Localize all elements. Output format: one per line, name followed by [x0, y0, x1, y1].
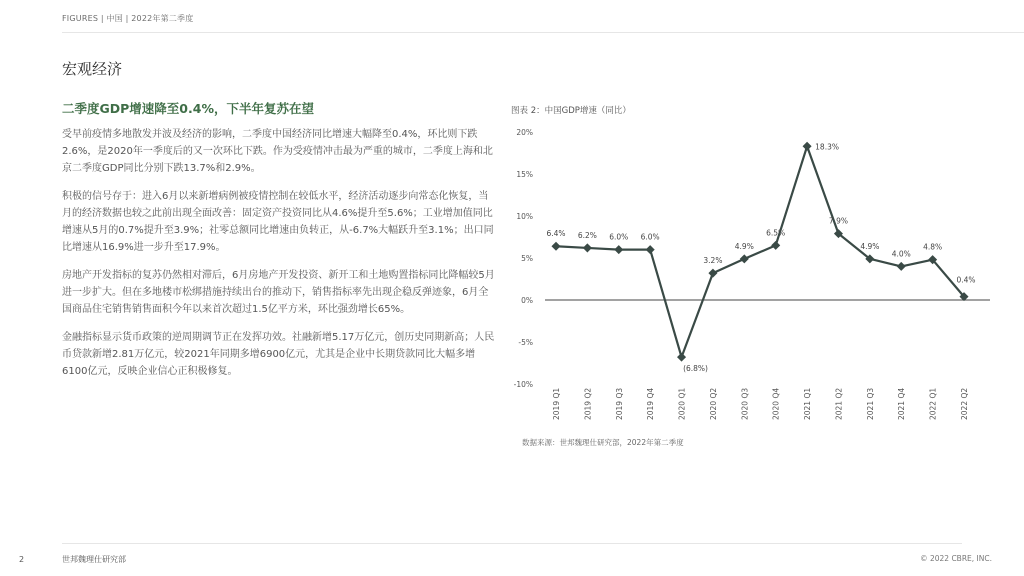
data-label: 4.9%: [734, 241, 754, 251]
data-label: 7.9%: [828, 216, 848, 226]
x-tick-label: 2019 Q4: [646, 387, 656, 420]
x-tick-label: 2020 Q2: [708, 387, 718, 420]
data-label: 6.0%: [640, 232, 660, 242]
x-tick-label: 2020 Q1: [677, 387, 687, 420]
paragraph: 受早前疫情多地散发并波及经济的影响，二季度中国经济同比增速大幅降至0.4%，环比则下跌2.6%，是2020年一季度后的又一次环比下跌。作为受疫情冲击最为严重的城市，二季度上海和北京二季度GDP同比分别下跌13.7%和2.9%。: [62, 129, 493, 174]
y-tick-label: 0%: [521, 296, 533, 305]
data-label: 0.4%: [956, 275, 976, 285]
y-tick-label: -5%: [518, 338, 533, 347]
data-point: [803, 142, 812, 151]
chart-title: 图表 2：中国GDP增速（同比）: [511, 106, 631, 116]
paragraph: 房地产开发指标的复苏仍然相对滞后，6月房地产开发投资、新开工和土地购置指标同比降幅较5月进一步扩大。但在多地楼市松绑措施持续出台的推动下，销售指标率先出现企稳反弹迹象，6月全国商品住宅销售销售面积今年以来首次超过1.5亿平方米，环比强劲增长65%。: [62, 270, 495, 315]
page-number: 2: [19, 555, 25, 564]
data-point: [708, 269, 717, 278]
data-label: 6.4%: [546, 229, 566, 239]
x-tick-label: 2021 Q4: [897, 387, 907, 420]
x-tick-label: 2021 Q1: [803, 387, 813, 420]
x-tick-label: 2019 Q3: [614, 387, 624, 420]
data-point: [740, 254, 749, 263]
sub-title: 二季度GDP增速降至0.4%，下半年复苏在望: [62, 101, 314, 116]
y-tick-label: 15%: [516, 170, 533, 179]
data-label: 18.3%: [815, 142, 839, 152]
chart-source: 数据来源：世邦魏理仕研究部，2022年第二季度: [522, 438, 684, 447]
data-label: (6.8%): [683, 364, 708, 374]
x-tick-label: 2022 Q2: [960, 387, 969, 420]
data-label: 6.2%: [577, 230, 597, 240]
x-tick-label: 2020 Q3: [740, 387, 750, 420]
gdp-growth-chart: [505, 118, 995, 433]
data-point: [771, 241, 780, 250]
paragraph: 金融指标显示货币政策的逆周期调节正在发挥功效。社融新增5.17万亿元，创历史同期新高；人民币贷款新增2.81万亿元，较2021年同期多增6900亿元，尤其是企业中长期贷款同比大幅多增6100亿元，反映企业信心正积极修复。: [62, 332, 495, 377]
data-point: [897, 262, 906, 271]
footer-copyright: © 2022 CBRE, INC.: [920, 554, 992, 563]
body-text: [62, 126, 496, 391]
x-tick-label: 2021 Q3: [865, 387, 875, 420]
data-point: [551, 242, 560, 251]
data-point: [677, 353, 686, 362]
header-divider: [62, 32, 1024, 33]
y-tick-label: -10%: [513, 380, 533, 389]
x-tick-label: 2020 Q4: [771, 387, 781, 420]
x-tick-label: 2019 Q2: [583, 387, 593, 420]
footer-org: 世邦魏理仕研究部: [62, 555, 126, 564]
footer-divider: [62, 543, 962, 544]
data-point: [614, 245, 623, 254]
x-tick-label: 2022 Q1: [928, 387, 938, 420]
report-header: FIGURES | 中国 | 2022年第二季度: [62, 14, 194, 23]
data-label: 4.0%: [891, 249, 911, 259]
data-point: [583, 243, 592, 252]
y-tick-label: 5%: [521, 254, 533, 263]
x-tick-label: 2021 Q2: [834, 387, 844, 420]
y-tick-label: 20%: [516, 128, 533, 137]
data-label: 3.2%: [703, 256, 723, 266]
section-title: 宏观经济: [62, 60, 123, 78]
paragraph: 积极的信号存于：进入6月以来新增病例被疫情控制在较低水平，经济活动逐步向常态化恢复，当月的经济数据也较之此前出现全面改善：固定资产投资同比从4.6%提升至5.6%；工业增加值同比增速从5月的0.7%提升至3.9%；社零总额同比增速由负转正，从-6.7%大幅跃升至3.1%；出口同比增速从16.9%进一步升至17.9%。: [62, 191, 494, 253]
y-tick-label: 10%: [516, 212, 533, 221]
x-tick-label: 2019 Q1: [552, 387, 561, 420]
data-label: 4.8%: [923, 242, 943, 252]
data-label: 6.0%: [609, 232, 629, 242]
data-label: 6.5%: [766, 228, 786, 238]
data-point: [646, 245, 655, 254]
data-label: 4.9%: [860, 241, 880, 251]
